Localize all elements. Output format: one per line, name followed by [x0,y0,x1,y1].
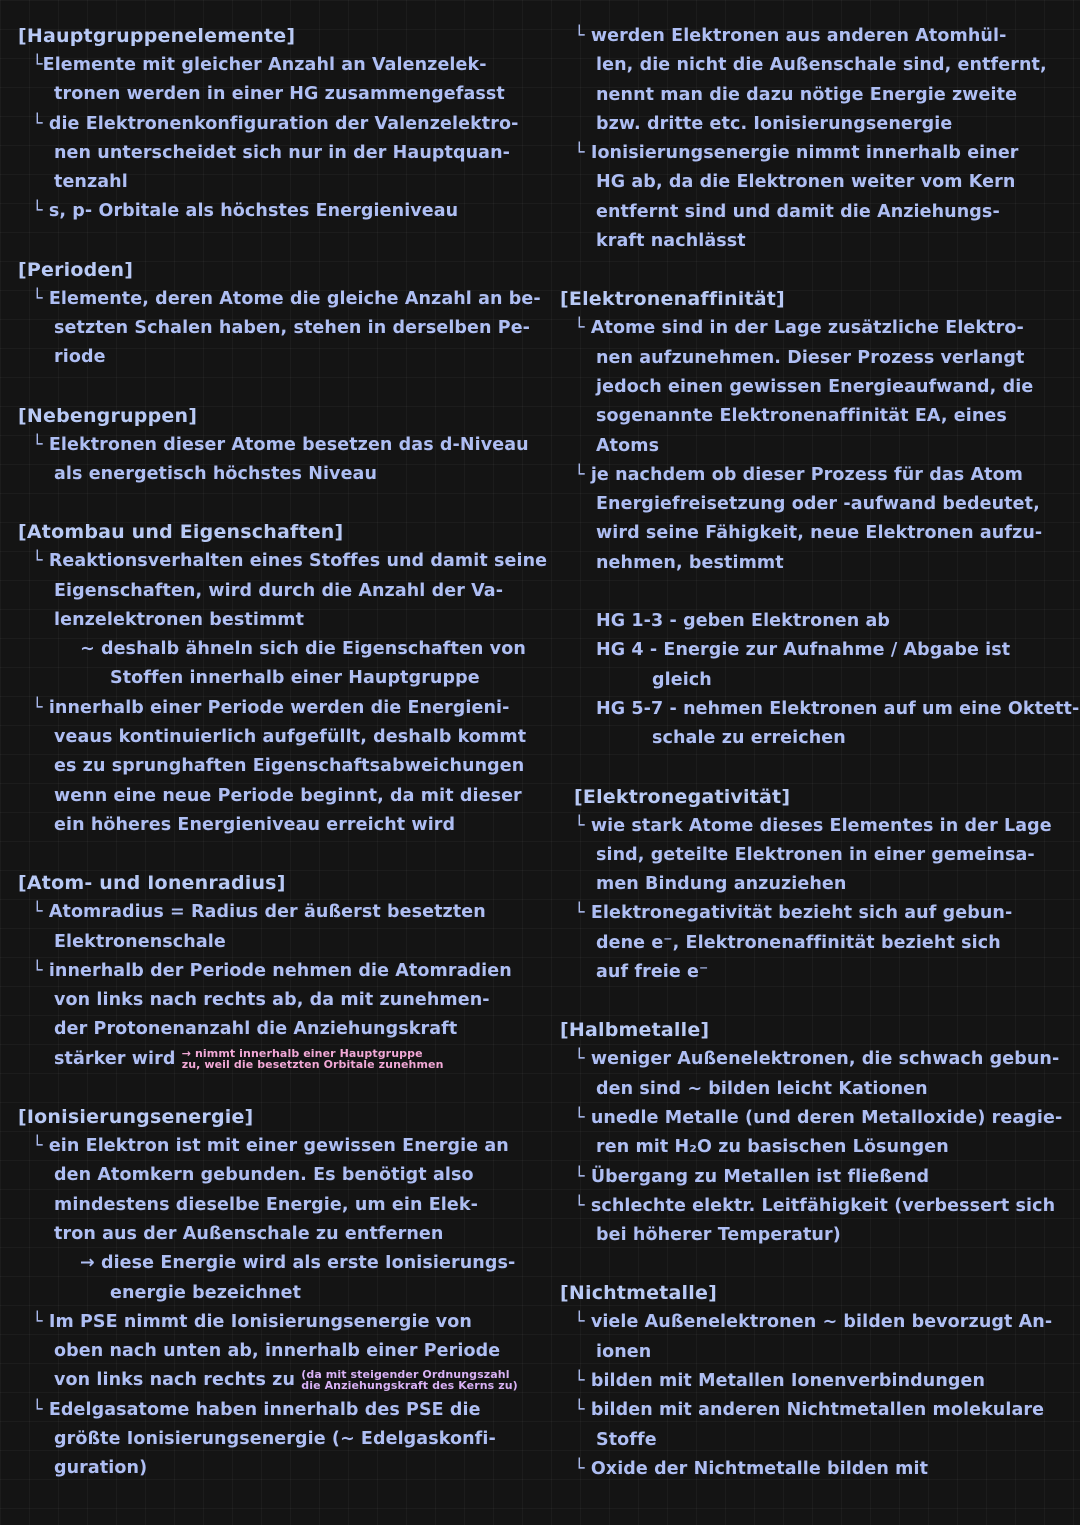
section-title: [Halbmetalle] [560,1019,710,1042]
section-title: [Elektronenaffinität] [560,288,785,311]
note-line: └ werden Elektronen aus anderen Atomhül- [574,26,1007,46]
note-line: dene e⁻, Elektronenaffinität bezieht sich [596,932,1001,953]
note-line: len, die nicht die Außenschale sind, entfernt, [596,55,1047,76]
section-perioden [18,256,541,373]
hg-line: gleich [652,669,712,690]
purple-annotation [301,1369,518,1391]
note-line: veaus kontinuierlich aufgefüllt, deshalb kommt [54,727,527,748]
note-line: └ ein Elektron ist mit einer gewissen Energie an [32,1136,509,1157]
note-line: └ innerhalb der Periode nehmen die Atomradien [32,960,512,981]
note-line: └ bilden mit Metallen Ionenverbindungen [574,1370,986,1391]
note-line: └Elemente mit gleicher Anzahl an Valenzelek- [32,55,487,75]
spacer [18,1074,538,1103]
note-line: └ Oxide der Nichtmetalle bilden mit [574,1458,929,1479]
note-line: nen unterscheidet sich nur in der Hauptquan- [54,142,510,163]
section-title: [Nichtmetalle] [560,1282,717,1305]
annotation-line: (da mit steigender Ordnungszahl [301,1368,510,1382]
note-line: ∼ deshalb ähneln sich die Eigenschaften von [80,639,526,660]
note-line: oben nach unten ab, innerhalb einer Periode [54,1341,501,1362]
note-line [18,1045,538,1074]
note-line: └ viele Außenelektronen ∼ bilden bevorzugt An- [574,1312,1053,1333]
note-text: stärker wird [54,1048,176,1069]
spacer [18,489,538,518]
section-title: [Ionisierungsenergie] [18,1106,254,1129]
annotation-line: die Anziehungskraft des Kerns zu) [301,1379,518,1393]
note-line: lenzelektronen bestimmt [54,609,305,630]
section-ionisierung [18,1103,538,1484]
note-line: ionen [596,1341,652,1362]
annotation-line: → nimmt innerhalb einer Hauptgruppe [181,1046,423,1060]
note-line: größte Ionisierungsenergie (∼ Edelgaskonfi- [54,1428,496,1449]
section-nebengruppen [18,402,538,490]
spacer [18,840,538,869]
note-line: von links nach rechts ab, da mit zunehmen- [54,990,490,1011]
annotation-line: zu, weil die besetzten Orbitale zunehmen [181,1057,444,1071]
section-ionisierung-continued [560,22,1072,256]
hg-line: HG 1-3 - geben Elektronen ab [596,611,891,632]
note-line: entfernt sind und damit die Anziehungs- [596,201,1000,222]
note-line: tronen werden in einer HG zusammengefasst [54,84,505,105]
spacer [560,987,1072,1016]
section-elektronegativitaet [560,783,1072,988]
pink-annotation [182,1048,444,1070]
note-line: → diese Energie wird als erste Ionisierungs- [80,1253,516,1274]
left-column [18,22,548,1484]
section-atombau [18,518,548,840]
note-line: ren mit H₂O zu basischen Lösungen [596,1137,949,1158]
section-radius [18,869,538,1074]
note-line: └ Elektronen dieser Atome besetzen das d-Niveau [32,434,529,455]
note-line: jedoch einen gewissen Energieaufwand, die [596,376,1034,397]
note-line: └ je nachdem ob dieser Prozess für das Atom [574,464,1024,485]
spacer [18,373,538,402]
section-title: [Elektronegativität] [574,785,791,808]
section-elektronenaffinitaet [560,285,1080,753]
note-line: kraft nachlässt [596,231,746,252]
note-line: Elektronenschale [54,931,226,952]
hg-line: HG 4 - Energie zur Aufnahme / Abgabe ist [596,640,1011,661]
note-line: └ Im PSE nimmt die Ionisierungsenergie von [32,1311,472,1332]
note-line: └ Elemente, deren Atome die gleiche Anzahl an be- [32,288,541,309]
note-line: guration) [54,1458,148,1479]
note-line: Stoffe [596,1429,657,1450]
note-line: es zu sprunghaften Eigenschaftsabweichungen [54,756,525,777]
note-line: ein höheres Energieniveau erreicht wird [54,814,456,835]
note-line: └ Übergang zu Metallen ist fließend [574,1166,930,1187]
note-line: auf freie e⁻ [596,962,709,983]
spacer [560,256,1072,285]
note-line: └ innerhalb einer Periode werden die Energieni- [32,697,510,718]
note-line: bei höherer Temperatur) [596,1225,841,1246]
section-title: [Hauptgruppenelemente] [18,25,296,47]
note-line: └ weniger Außenelektronen, die schwach gebun- [574,1049,1060,1070]
note-line: der Protonenanzahl die Anziehungskraft [54,1019,458,1040]
note-line: mindestens dieselbe Energie, um ein Elek- [54,1194,478,1215]
spacer [18,227,538,256]
note-line: └ Reaktionsverhalten eines Stoffes und damit seine [32,551,548,572]
note-line: energie bezeichnet [110,1282,302,1303]
note-line: └ schlechte elektr. Leitfähigkeit (verbessert sich [574,1195,1056,1216]
note-line: └ die Elektronenkonfiguration der Valenzelektro- [32,113,519,134]
note-line: nennt man die dazu nötige Energie zweite [596,84,1018,105]
note-line: wird seine Fähigkeit, neue Elektronen aufzu- [596,523,1043,544]
note-line: nen aufzunehmen. Dieser Prozess verlangt [596,347,1025,368]
spacer [560,1250,1072,1279]
note-line: HG ab, da die Elektronen weiter vom Kern [596,172,1016,193]
right-column [560,22,1080,1484]
note-line: tenzahl [54,172,128,193]
note-line: nehmen, bestimmt [596,552,784,573]
note-line: └ bilden mit anderen Nichtmetallen molekulare [574,1400,1045,1421]
note-line: └ Atome sind in der Lage zusätzliche Elektro- [574,318,1024,339]
section-title: [Perioden] [18,258,134,281]
section-title: [Nebengruppen] [18,404,198,427]
note-line: tron aus der Außenschale zu entfernen [54,1223,444,1244]
note-line [18,1366,538,1395]
section-title: [Atombau und Eigenschaften] [18,521,344,544]
section-title: [Atom- und Ionenradius] [18,872,286,895]
note-line: sind, geteilte Elektronen in einer gemeinsa- [596,844,1035,865]
note-line: └ unedle Metalle (und deren Metalloxide) reagie- [574,1107,1063,1128]
note-line: men Bindung anzuziehen [596,874,847,895]
note-line: Eigenschaften, wird durch die Anzahl der Va- [54,580,504,601]
hg-line: HG 5-7 - nehmen Elektronen auf um eine Oktett- [596,698,1080,719]
note-line: Atoms [596,435,660,456]
note-line: └ Elektronegativität bezieht sich auf gebun- [574,903,1013,924]
note-line: wenn eine neue Periode beginnt, da mit dieser [54,785,522,806]
note-line: └ Ionisierungsenergie nimmt innerhalb einer [574,143,1019,164]
note-line: └ wie stark Atome dieses Elementes in der Lage [574,815,1052,836]
note-line: └ s, p- Orbitale als höchstes Energieniveau [32,201,459,222]
note-line: den Atomkern gebunden. Es benötigt also [54,1165,474,1186]
note-line: als energetisch höchstes Niveau [54,463,378,484]
note-line: Energiefreisetzung oder -aufwand bedeutet, [596,494,1040,515]
note-line: Stoffen innerhalb einer Hauptgruppe [110,668,480,689]
note-line: riode [54,347,106,368]
hg-line: schale zu erreichen [652,728,846,749]
spacer [560,754,1072,783]
note-line: └ Atomradius = Radius der äußerst besetzten [32,902,486,923]
note-line: sogenannte Elektronenaffinität EA, eines [596,406,1007,427]
section-hauptgruppen [18,22,538,227]
note-line: setzten Schalen haben, stehen in derselben Pe- [54,318,531,339]
note-line: den sind ∼ bilden leicht Kationen [596,1078,928,1099]
section-nichtmetalle [560,1279,1072,1484]
note-line: └ Edelgasatome haben innerhalb des PSE die [32,1399,481,1420]
note-text: von links nach rechts zu [54,1370,296,1391]
spacer [560,578,1072,607]
section-halbmetalle [560,1016,1072,1250]
note-line: bzw. dritte etc. Ionisierungsenergie [596,113,953,134]
